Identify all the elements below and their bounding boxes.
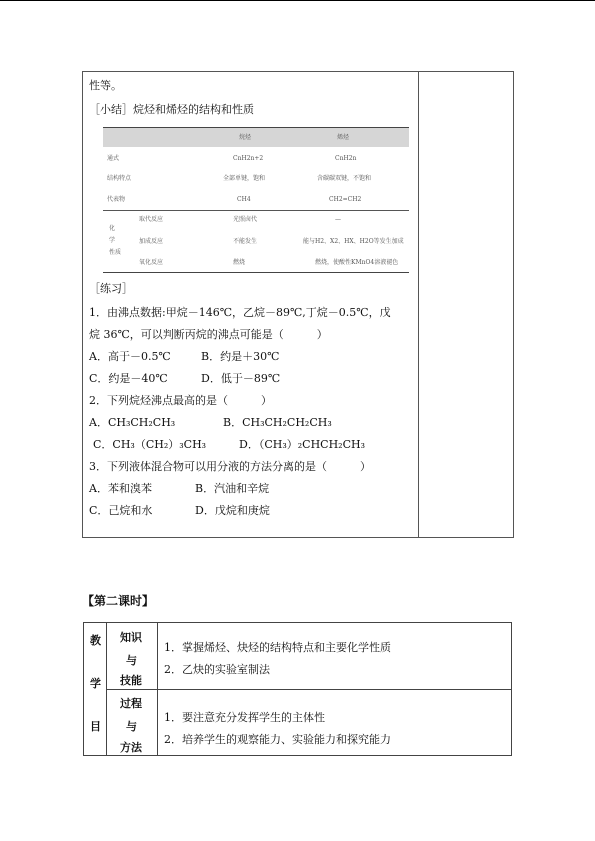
header-alkane: 烷烃 bbox=[239, 134, 252, 141]
group-knowledge-label: 技能 bbox=[120, 674, 142, 687]
row-label: 代表物 bbox=[107, 196, 126, 203]
lesson-content-box bbox=[82, 71, 514, 538]
props-row-value: 燃烧，使酸性KMnO4溶液褪色 bbox=[315, 259, 399, 266]
row-value: CnH2n bbox=[335, 155, 357, 162]
summary-table-header bbox=[103, 128, 409, 147]
group-process-label: 与 bbox=[126, 720, 137, 733]
objectives-col-label: 学 bbox=[90, 677, 101, 690]
question-2-option-a: A．CH₃CH₂CH₃ bbox=[89, 416, 176, 429]
continuation-text: 性等。 bbox=[89, 79, 122, 92]
question-3-option-c: C．己烷和水 bbox=[89, 504, 153, 517]
props-row-label: 取代反应 bbox=[139, 216, 164, 223]
question-1-option-b: B．约是＋30℃ bbox=[201, 350, 280, 363]
question-1-option-a: A．高于－0.5℃ bbox=[89, 350, 171, 363]
objectives-table bbox=[83, 622, 512, 756]
question-2: 2．下列烷烃沸点最高的是（ ） bbox=[89, 394, 272, 407]
question-2-option-b: B．CH₃CH₂CH₂CH₃ bbox=[223, 416, 332, 429]
knowledge-item: 2．乙炔的实验室制法 bbox=[164, 663, 270, 676]
question-1-line-1: 1．由沸点数据:甲烷－146℃，乙烷－89℃,丁烷－0.5℃，戊 bbox=[89, 306, 391, 319]
row-value: CH2=CH2 bbox=[329, 196, 362, 203]
props-label: 性质 bbox=[109, 249, 122, 256]
row-label: 结构特点 bbox=[107, 175, 132, 182]
row-value: CnH2n+2 bbox=[233, 155, 264, 162]
objectives-col-label: 目 bbox=[90, 720, 101, 733]
summary-title: ［小结］烷烃和烯烃的结构和性质 bbox=[89, 103, 254, 116]
group-process-label: 方法 bbox=[120, 741, 142, 754]
process-item: 2．培养学生的观察能力、实验能力和探究能力 bbox=[164, 733, 391, 746]
props-row-label: 氧化反应 bbox=[139, 259, 164, 266]
question-3-option-a: A．苯和溴苯 bbox=[89, 482, 152, 495]
row-value: 含碳碳双键，不饱和 bbox=[317, 175, 372, 182]
props-row-value: 能与H2、X2、HX、H2O等发生加成 bbox=[303, 238, 404, 245]
question-2-option-d: D．（CH₃）₂CHCH₂CH₃ bbox=[239, 438, 365, 451]
knowledge-item: 1．掌握烯烃、炔烃的结构特点和主要化学性质 bbox=[164, 641, 391, 654]
group-process-label: 过程 bbox=[120, 697, 142, 710]
objectives-row-divider bbox=[106, 689, 512, 690]
row-value: CH4 bbox=[237, 196, 251, 203]
row-value: 全部单键，饱和 bbox=[223, 175, 266, 182]
props-label: 学 bbox=[109, 237, 116, 244]
page-top-rule bbox=[0, 0, 595, 1]
question-1-option-c: C．约是－40℃ bbox=[89, 372, 168, 385]
question-3: 3．下列液体混合物可以用分液的方法分离的是（ ） bbox=[89, 460, 371, 473]
props-label: 化 bbox=[109, 225, 116, 232]
summary-table bbox=[103, 127, 409, 273]
props-row-value: — bbox=[335, 216, 341, 223]
props-row-label: 加成反应 bbox=[139, 238, 164, 245]
objectives-col-label: 教 bbox=[90, 634, 101, 647]
process-item: 1．要注意充分发挥学生的主体性 bbox=[164, 711, 325, 724]
question-3-option-b: B．汽油和辛烷 bbox=[195, 482, 270, 495]
question-2-option-c: C．CH₃（CH₂）₃CH₃ bbox=[93, 438, 207, 451]
group-knowledge-label: 与 bbox=[126, 654, 137, 667]
notes-column-divider bbox=[418, 72, 419, 537]
props-row-value: 光照卤代 bbox=[233, 216, 258, 223]
group-knowledge-label: 知识 bbox=[120, 631, 142, 644]
question-3-option-d: D．戊烷和庚烷 bbox=[195, 504, 270, 517]
row-label: 通式 bbox=[107, 155, 120, 162]
header-alkene: 烯烃 bbox=[337, 134, 350, 141]
question-1-line-2: 烷 36℃，可以判断丙烷的沸点可能是（ ） bbox=[89, 328, 328, 341]
props-row-value: 不能发生 bbox=[233, 238, 258, 245]
practice-title: ［练习］ bbox=[89, 282, 133, 295]
section-title: 【第二课时】 bbox=[82, 594, 155, 608]
question-1-option-d: D．低于－89℃ bbox=[201, 372, 281, 385]
props-row-value: 燃烧 bbox=[233, 259, 246, 266]
summary-table-divider bbox=[103, 210, 409, 211]
